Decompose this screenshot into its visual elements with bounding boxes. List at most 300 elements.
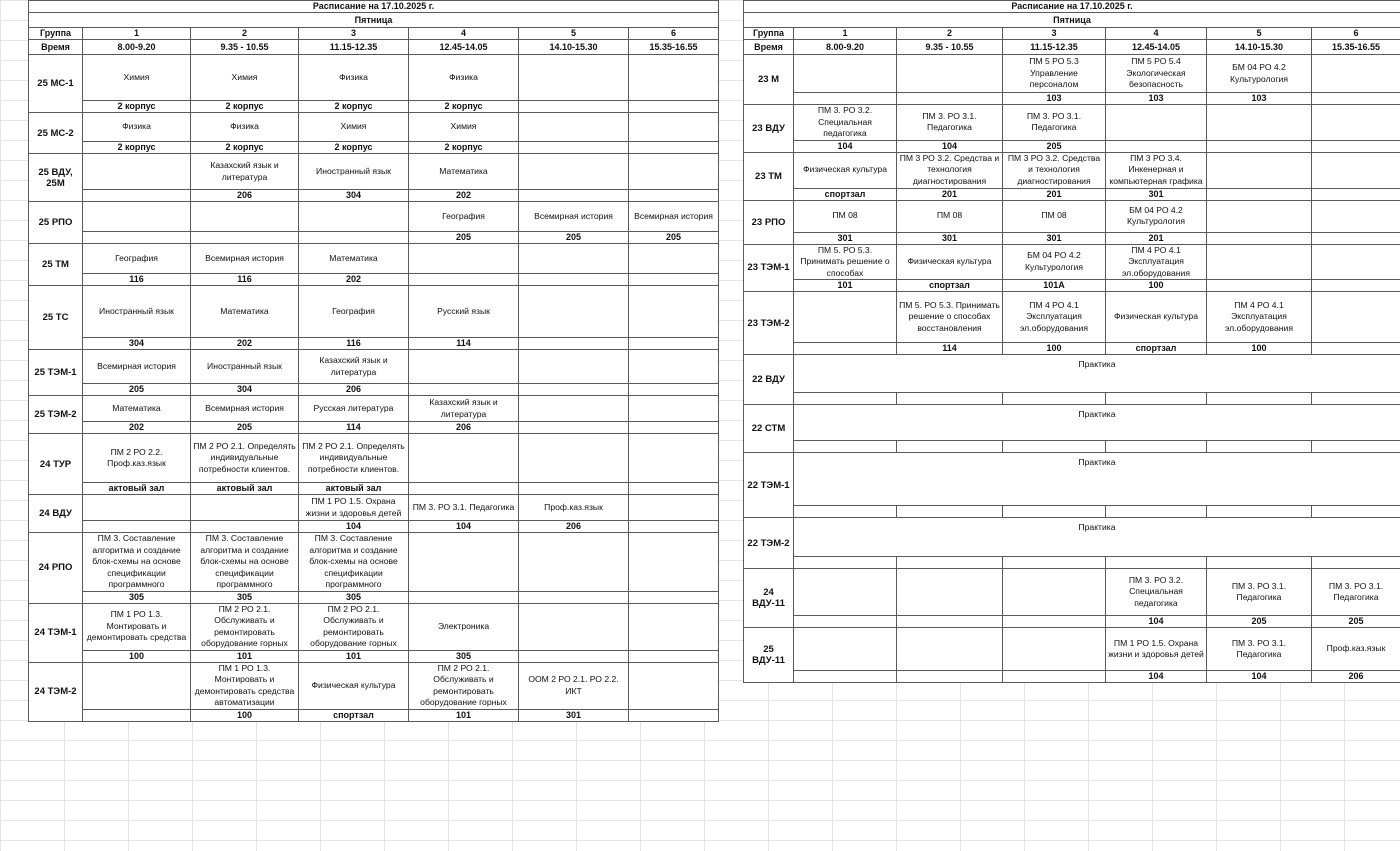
room-row xyxy=(744,343,1400,355)
group-name: 25 ТЭМ-1 xyxy=(29,350,83,396)
group-name: 22 СТМ xyxy=(744,405,794,453)
room-cell: 103 xyxy=(1207,93,1312,105)
group-name: 23 М xyxy=(744,55,794,105)
room-cell xyxy=(897,506,1003,518)
subject-cell: ПМ 5 РО 5.3 Управление персоналом xyxy=(1003,55,1106,93)
subject-cell: География xyxy=(409,202,519,232)
room-cell xyxy=(1003,506,1106,518)
group-name: 22 ВДУ xyxy=(744,355,794,405)
subject-cell: ПМ 3 РО 3.2. Средства и технология диагностирования xyxy=(897,152,1003,188)
group-row xyxy=(744,518,1400,557)
subject-cell: ПМ 3. Составление алгоритма и создание блок-схемы на основе спецификации программного xyxy=(83,533,191,592)
subject-cell: Химия xyxy=(299,113,409,142)
subject-cell: Физика xyxy=(83,113,191,142)
subject-cell xyxy=(1207,105,1312,141)
period-time: 9.35 - 10.55 xyxy=(897,40,1003,55)
practice-cell: Практика xyxy=(794,453,1400,506)
room-row xyxy=(29,274,719,286)
room-cell: 205 xyxy=(1003,140,1106,152)
room-row xyxy=(29,338,719,350)
group-row xyxy=(744,453,1400,506)
schedule-title: Расписание на 17.10.2025 г. xyxy=(744,1,1400,13)
subject-cell: Всемирная история xyxy=(629,202,719,232)
subject-cell: ПМ 5. РО 5.3. Принимать решение о способах восстановления xyxy=(897,292,1003,343)
practice-cell: Практика xyxy=(794,355,1400,393)
room-cell: 206 xyxy=(409,422,519,434)
subject-cell: ПМ 3. РО 3.2. Специальная педагогика xyxy=(794,105,897,141)
room-cell: 205 xyxy=(1207,616,1312,628)
room-cell: 116 xyxy=(299,338,409,350)
room-cell xyxy=(1207,506,1312,518)
group-row xyxy=(744,405,1400,441)
room-cell xyxy=(1312,441,1400,453)
room-row xyxy=(29,422,719,434)
room-cell xyxy=(519,101,629,113)
group-name: 25 МС-1 xyxy=(29,55,83,113)
period-time: 11.15-12.35 xyxy=(1003,40,1106,55)
subject-cell xyxy=(629,396,719,422)
room-cell xyxy=(83,190,191,202)
group-name: 23 ВДУ xyxy=(744,105,794,153)
subject-cell: ПМ 3. РО 3.1. Педагогика xyxy=(409,495,519,521)
room-cell xyxy=(897,671,1003,683)
room-cell: 104 xyxy=(794,140,897,152)
header-row xyxy=(29,28,719,40)
room-cell xyxy=(629,274,719,286)
subject-cell xyxy=(1312,200,1400,232)
period-time: 8.00-9.20 xyxy=(83,40,191,55)
room-cell xyxy=(794,393,897,405)
room-cell xyxy=(629,338,719,350)
subject-cell xyxy=(83,154,191,190)
group-row xyxy=(29,244,719,274)
room-cell: 104 xyxy=(1106,671,1207,683)
subject-cell xyxy=(519,533,629,592)
room-cell xyxy=(794,93,897,105)
subject-cell: Физическая культура xyxy=(794,152,897,188)
subject-cell xyxy=(897,55,1003,93)
room-row xyxy=(744,188,1400,200)
room-cell: 100 xyxy=(191,709,299,721)
period-number: 3 xyxy=(299,28,409,40)
subject-cell: ПМ 3. РО 3.1. Педагогика xyxy=(1207,628,1312,671)
room-cell xyxy=(1207,393,1312,405)
room-cell xyxy=(897,616,1003,628)
subject-cell: Всемирная история xyxy=(519,202,629,232)
subject-cell xyxy=(897,628,1003,671)
group-name: 23 ТЭМ-1 xyxy=(744,244,794,292)
room-cell xyxy=(1312,188,1400,200)
room-row xyxy=(744,140,1400,152)
subject-cell xyxy=(794,292,897,343)
room-cell: 101 xyxy=(191,650,299,662)
period-time: 9.35 - 10.55 xyxy=(191,40,299,55)
subject-cell: ПМ 3. РО 3.1. Педагогика xyxy=(1207,569,1312,616)
room-cell xyxy=(1207,140,1312,152)
subject-cell: Проф.каз.язык xyxy=(1312,628,1400,671)
subject-cell xyxy=(519,55,629,101)
room-cell xyxy=(519,384,629,396)
group-row xyxy=(744,628,1400,671)
group-row xyxy=(744,292,1400,343)
day-row xyxy=(29,13,719,28)
room-cell xyxy=(794,671,897,683)
subject-cell: ПМ 2 РО 2.2. Проф.каз.язык xyxy=(83,434,191,483)
room-cell xyxy=(629,709,719,721)
subject-cell: Математика xyxy=(191,286,299,338)
room-cell xyxy=(191,521,299,533)
group-name: 24 ВДУ xyxy=(29,495,83,533)
room-cell xyxy=(1106,140,1207,152)
subject-cell xyxy=(1207,244,1312,280)
subject-cell: БМ 04 РО 4.2 Культурология xyxy=(1003,244,1106,280)
subject-cell xyxy=(83,202,191,232)
room-cell: 2 корпус xyxy=(191,101,299,113)
schedule-table-left xyxy=(28,0,719,722)
subject-cell: ПМ 3. РО 3.1. Педагогика xyxy=(1312,569,1400,616)
group-name: 24 ТЭМ-2 xyxy=(29,662,83,721)
period-number: 1 xyxy=(794,28,897,40)
subject-cell: География xyxy=(299,286,409,338)
room-cell xyxy=(1207,188,1312,200)
room-cell xyxy=(794,441,897,453)
subject-cell: Физика xyxy=(409,55,519,101)
room-cell xyxy=(629,483,719,495)
group-row xyxy=(29,495,719,521)
room-cell xyxy=(1003,441,1106,453)
subject-cell: Иностранный язык xyxy=(191,350,299,384)
room-cell xyxy=(299,232,409,244)
group-header: Группа xyxy=(29,28,83,40)
room-cell: 202 xyxy=(191,338,299,350)
subject-cell: ПМ 1 РО 1.5. Охрана жизни и здоровья детей xyxy=(299,495,409,521)
room-row xyxy=(744,671,1400,683)
subject-cell xyxy=(629,350,719,384)
room-cell xyxy=(1312,506,1400,518)
period-number: 1 xyxy=(83,28,191,40)
subject-cell: ПМ 3. РО 3.1. Педагогика xyxy=(1003,105,1106,141)
room-cell: спортзал xyxy=(1106,343,1207,355)
subject-cell xyxy=(519,154,629,190)
room-row xyxy=(29,521,719,533)
subject-cell xyxy=(409,244,519,274)
subject-cell: ПМ 08 xyxy=(794,200,897,232)
group-name: 25 ТС xyxy=(29,286,83,350)
room-cell xyxy=(1106,506,1207,518)
room-cell: 114 xyxy=(409,338,519,350)
room-cell: 202 xyxy=(83,422,191,434)
group-row xyxy=(744,200,1400,232)
room-cell: 100 xyxy=(1003,343,1106,355)
subject-cell xyxy=(83,662,191,709)
subject-cell: ПМ 2 РО 2.1. Обслуживать и ремонтировать оборудование горных xyxy=(409,662,519,709)
room-cell xyxy=(519,483,629,495)
subject-cell: БМ 04 РО 4.2 Культурология xyxy=(1207,55,1312,93)
room-cell xyxy=(519,422,629,434)
period-time: 12.45-14.05 xyxy=(1106,40,1207,55)
subject-cell: ПМ 3 РО 3.2. Средства и технология диагностирования xyxy=(1003,152,1106,188)
room-cell: 114 xyxy=(299,422,409,434)
room-cell: 305 xyxy=(83,591,191,603)
period-time: 15.35-16.55 xyxy=(1312,40,1400,55)
period-number: 6 xyxy=(629,28,719,40)
room-cell: 2 корпус xyxy=(409,142,519,154)
room-cell xyxy=(519,650,629,662)
subject-cell: ООМ 2 РО 2.1. РО 2.2. ИКТ xyxy=(519,662,629,709)
period-time: 15.35-16.55 xyxy=(629,40,719,55)
subject-cell: ПМ 3 РО 3.4. Инкенерная и компьютерная графика xyxy=(1106,152,1207,188)
room-cell xyxy=(629,190,719,202)
room-cell: 103 xyxy=(1003,93,1106,105)
room-cell: 104 xyxy=(299,521,409,533)
subject-cell xyxy=(629,113,719,142)
room-cell: 305 xyxy=(191,591,299,603)
room-cell: 101А xyxy=(1003,280,1106,292)
subject-cell: БМ 04 РО 4.2 Культурология xyxy=(1106,200,1207,232)
subject-cell: Математика xyxy=(299,244,409,274)
group-row xyxy=(29,202,719,232)
group-row xyxy=(744,152,1400,188)
subject-cell: ПМ 1 РО 1.3. Монтировать и демонтировать средства xyxy=(83,603,191,650)
group-name: 25 РПО xyxy=(29,202,83,244)
subject-cell xyxy=(1312,55,1400,93)
group-name: 22 ТЭМ-2 xyxy=(744,518,794,569)
period-number: 6 xyxy=(1312,28,1400,40)
group-name: 25 ВДУ-11 xyxy=(744,628,794,683)
group-name: 25 МС-2 xyxy=(29,113,83,154)
group-row xyxy=(29,286,719,338)
subject-cell: Физика xyxy=(299,55,409,101)
period-number: 4 xyxy=(409,28,519,40)
room-cell: 301 xyxy=(1106,188,1207,200)
group-name: 22 ТЭМ-1 xyxy=(744,453,794,518)
room-cell xyxy=(519,274,629,286)
subject-cell: ПМ 3. РО 3.1. Педагогика xyxy=(897,105,1003,141)
subject-cell: Проф.каз.язык xyxy=(519,495,629,521)
room-cell: 101 xyxy=(794,280,897,292)
subject-cell xyxy=(1312,244,1400,280)
subject-cell xyxy=(519,396,629,422)
room-cell xyxy=(83,232,191,244)
room-cell xyxy=(794,557,897,569)
period-time: 8.00-9.20 xyxy=(794,40,897,55)
subject-cell: ПМ 3. Составление алгоритма и создание блок-схемы на основе спецификации программного xyxy=(299,533,409,592)
time-row xyxy=(744,40,1400,55)
group-row xyxy=(29,434,719,483)
room-cell xyxy=(629,521,719,533)
room-cell: 301 xyxy=(1003,232,1106,244)
room-cell: 206 xyxy=(299,384,409,396)
room-row xyxy=(29,142,719,154)
subject-cell xyxy=(629,55,719,101)
room-cell: 205 xyxy=(1312,616,1400,628)
room-cell xyxy=(897,557,1003,569)
subject-cell: ПМ 4 РО 4.1 Эксплуатация эл.оборудования xyxy=(1003,292,1106,343)
group-header: Группа xyxy=(744,28,794,40)
subject-cell xyxy=(794,628,897,671)
subject-cell xyxy=(299,202,409,232)
subject-cell: Физическая культура xyxy=(299,662,409,709)
room-cell: 201 xyxy=(1003,188,1106,200)
subject-cell: Химия xyxy=(409,113,519,142)
room-cell xyxy=(629,101,719,113)
group-row xyxy=(29,533,719,592)
room-cell xyxy=(794,506,897,518)
room-cell: 305 xyxy=(409,650,519,662)
subject-cell xyxy=(629,154,719,190)
room-cell: спортзал xyxy=(897,280,1003,292)
room-cell xyxy=(1312,232,1400,244)
subject-cell: Казахский язык и литература xyxy=(299,350,409,384)
room-cell xyxy=(629,142,719,154)
room-cell xyxy=(629,384,719,396)
group-name: 25 ТЭМ-2 xyxy=(29,396,83,434)
subject-cell xyxy=(409,350,519,384)
room-cell xyxy=(83,521,191,533)
subject-cell xyxy=(1312,105,1400,141)
subject-cell xyxy=(519,244,629,274)
period-number: 5 xyxy=(519,28,629,40)
subject-cell: Математика xyxy=(83,396,191,422)
group-row xyxy=(29,154,719,190)
subject-cell xyxy=(409,533,519,592)
subject-cell: Русская литература xyxy=(299,396,409,422)
room-cell: 101 xyxy=(299,650,409,662)
subject-cell: ПМ 4 РО 4.1 Эксплуатация эл.оборудования xyxy=(1106,244,1207,280)
subject-cell xyxy=(83,495,191,521)
subject-cell xyxy=(629,434,719,483)
subject-cell: ПМ 5 РО 5.4 Экологическая безопасность xyxy=(1106,55,1207,93)
period-time: 14.10-15.30 xyxy=(1207,40,1312,55)
room-cell: 103 xyxy=(1106,93,1207,105)
subject-cell xyxy=(1106,105,1207,141)
subject-cell: Иностранный язык xyxy=(83,286,191,338)
group-name: 24 ТУР xyxy=(29,434,83,495)
room-cell xyxy=(1207,557,1312,569)
subject-cell xyxy=(629,286,719,338)
subject-cell xyxy=(1207,152,1312,188)
subject-cell: Химия xyxy=(191,55,299,101)
room-cell: 206 xyxy=(519,521,629,533)
subject-cell xyxy=(519,113,629,142)
group-row xyxy=(744,569,1400,616)
subject-cell: ПМ 08 xyxy=(1003,200,1106,232)
subject-cell xyxy=(629,533,719,592)
subject-cell: Химия xyxy=(83,55,191,101)
room-cell xyxy=(1312,93,1400,105)
room-cell xyxy=(1312,393,1400,405)
group-name: 25 ТМ xyxy=(29,244,83,286)
subject-cell xyxy=(629,603,719,650)
room-row xyxy=(29,650,719,662)
schedule-title: Расписание на 17.10.2025 г. xyxy=(29,1,719,13)
room-row xyxy=(744,506,1400,518)
room-cell: 301 xyxy=(519,709,629,721)
subject-cell xyxy=(1312,292,1400,343)
room-cell xyxy=(409,591,519,603)
room-cell: 301 xyxy=(897,232,1003,244)
room-cell: 201 xyxy=(897,188,1003,200)
room-cell: 2 корпус xyxy=(191,142,299,154)
room-cell xyxy=(897,393,1003,405)
room-cell xyxy=(409,483,519,495)
group-row xyxy=(744,355,1400,393)
group-row xyxy=(29,603,719,650)
room-row xyxy=(744,441,1400,453)
room-cell: 104 xyxy=(409,521,519,533)
room-cell xyxy=(794,616,897,628)
room-cell: 100 xyxy=(83,650,191,662)
room-cell: 202 xyxy=(409,190,519,202)
subject-cell: Иностранный язык xyxy=(299,154,409,190)
room-row xyxy=(29,190,719,202)
subject-cell xyxy=(629,495,719,521)
room-cell: 2 корпус xyxy=(83,101,191,113)
room-cell xyxy=(1312,140,1400,152)
room-cell: 205 xyxy=(629,232,719,244)
room-cell xyxy=(519,142,629,154)
period-time: 14.10-15.30 xyxy=(519,40,629,55)
room-cell: 304 xyxy=(83,338,191,350)
room-cell xyxy=(83,709,191,721)
group-row xyxy=(744,244,1400,280)
room-row xyxy=(744,232,1400,244)
room-cell xyxy=(897,93,1003,105)
room-row xyxy=(744,393,1400,405)
time-header: Время xyxy=(744,40,794,55)
room-cell xyxy=(1003,671,1106,683)
room-cell: 205 xyxy=(409,232,519,244)
subject-cell xyxy=(629,662,719,709)
room-cell xyxy=(1207,280,1312,292)
group-row xyxy=(29,55,719,101)
subject-cell: Всемирная история xyxy=(191,396,299,422)
room-cell: актовый зал xyxy=(299,483,409,495)
room-row xyxy=(29,483,719,495)
room-cell xyxy=(1312,557,1400,569)
subject-cell: ПМ 1 РО 1.3. Монтировать и демонтировать средства автоматизации xyxy=(191,662,299,709)
group-row xyxy=(29,113,719,142)
room-row xyxy=(29,384,719,396)
subject-cell: Казахский язык и литература xyxy=(409,396,519,422)
room-cell: спортзал xyxy=(794,188,897,200)
room-cell: 100 xyxy=(1207,343,1312,355)
room-cell: 104 xyxy=(1106,616,1207,628)
group-name: 24 ВДУ-11 xyxy=(744,569,794,628)
subject-cell: ПМ 08 xyxy=(897,200,1003,232)
room-cell: 2 корпус xyxy=(299,142,409,154)
room-cell xyxy=(409,384,519,396)
group-name: 23 ТЭМ-2 xyxy=(744,292,794,355)
group-name: 25 ВДУ, 25М xyxy=(29,154,83,202)
title-row xyxy=(744,1,1400,13)
room-cell: 2 корпус xyxy=(409,101,519,113)
room-cell xyxy=(1106,441,1207,453)
day-row xyxy=(744,13,1400,28)
subject-cell: Всемирная история xyxy=(83,350,191,384)
room-cell: 206 xyxy=(1312,671,1400,683)
room-cell xyxy=(794,343,897,355)
group-name: 24 ТЭМ-1 xyxy=(29,603,83,662)
room-cell: 301 xyxy=(794,232,897,244)
subject-cell: ПМ 2 РО 2.1. Обслуживать и ремонтировать оборудование горных xyxy=(299,603,409,650)
room-row xyxy=(29,232,719,244)
room-row xyxy=(29,591,719,603)
period-number: 3 xyxy=(1003,28,1106,40)
subject-cell: Русский язык xyxy=(409,286,519,338)
subject-cell: Физическая культура xyxy=(897,244,1003,280)
room-cell: 205 xyxy=(519,232,629,244)
